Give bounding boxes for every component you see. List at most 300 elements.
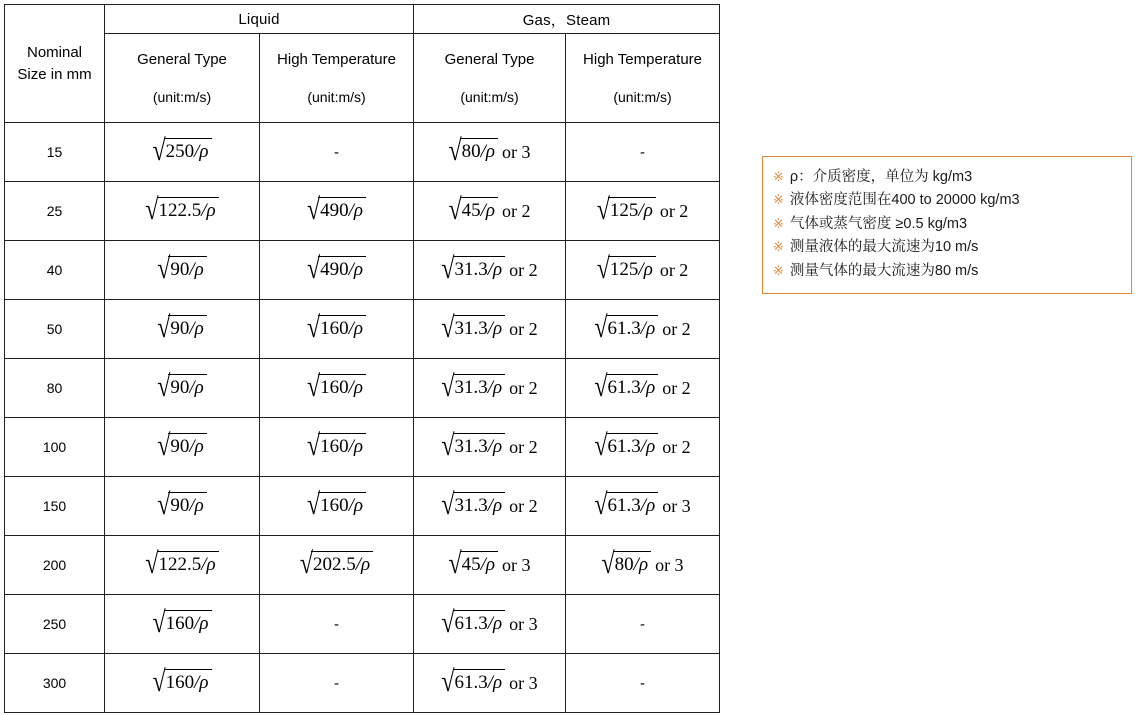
- formula-suffix: or 2: [509, 259, 538, 280]
- sqrt-expression: [157, 429, 207, 463]
- sqrt-expression: [157, 311, 207, 345]
- radicand: [318, 256, 366, 281]
- radicand-denominator: ρ: [493, 376, 503, 398]
- cell-nominal-size: 100: [5, 418, 105, 477]
- header-nominal-line2: Size in mm: [17, 65, 92, 83]
- radicand-numerator: 125: [609, 258, 639, 280]
- radical-sign-icon: √: [306, 370, 321, 404]
- cell-velocity-formula: [260, 536, 414, 595]
- radicand-numerator: 90: [170, 376, 190, 398]
- radicand: [164, 138, 212, 163]
- radical-sign-icon: √: [441, 429, 455, 463]
- radicand: [311, 551, 373, 576]
- note-mark-icon: ※: [773, 169, 784, 184]
- radical-sign-icon: √: [441, 252, 455, 286]
- cell-nominal-size: 40: [5, 241, 105, 300]
- radicand-denominator: ρ: [493, 494, 503, 516]
- radicand-denominator: ρ: [493, 612, 503, 634]
- formula-suffix: or 2: [502, 200, 531, 221]
- header-gas-hightemp-name: High Temperature: [583, 50, 702, 68]
- sqrt-expression: [448, 547, 498, 581]
- cell-empty-dash: -: [260, 123, 414, 182]
- radical-sign-icon: √: [441, 488, 455, 522]
- radicand: [453, 669, 506, 694]
- cell-nominal-size: 150: [5, 477, 105, 536]
- cell-velocity-formula: [260, 418, 414, 477]
- radicand-slash: /: [487, 612, 494, 634]
- radicand-numerator: 80: [614, 553, 634, 575]
- radicand-denominator: ρ: [361, 553, 371, 575]
- header-liquid-hightemp: [260, 34, 414, 123]
- header-gas-general-unit: (unit:m/s): [460, 88, 519, 105]
- header-liquid-general-unit: (unit:m/s): [152, 88, 212, 105]
- radicand-slash: /: [201, 553, 207, 575]
- radical-sign-icon: √: [306, 193, 321, 227]
- sqrt-expression: [152, 606, 211, 640]
- radicand-slash: /: [194, 612, 200, 634]
- radicand: [453, 433, 506, 458]
- radicand-numerator: 160: [320, 376, 349, 398]
- radicand-slash: /: [487, 258, 494, 280]
- radical-sign-icon: √: [594, 370, 608, 404]
- cell-velocity-formula: [105, 536, 260, 595]
- radicand-slash: /: [189, 494, 195, 516]
- cell-velocity-formula: [105, 359, 260, 418]
- table-header: [5, 5, 720, 123]
- radicand-numerator: 90: [170, 258, 190, 280]
- radicand: [606, 374, 659, 399]
- radicand-slash: /: [640, 494, 647, 516]
- note-item: [773, 260, 1121, 282]
- radical-sign-icon: √: [152, 665, 166, 699]
- radicand: [608, 256, 656, 281]
- table-row: [5, 654, 720, 713]
- radicand-denominator: ρ: [638, 553, 649, 575]
- radicand-slash: /: [487, 671, 494, 693]
- radicand-slash: /: [640, 435, 647, 457]
- radical-sign-icon: √: [596, 252, 610, 286]
- radicand: [318, 315, 366, 340]
- radicand-denominator: ρ: [353, 258, 364, 280]
- radicand: [606, 433, 659, 458]
- note-text: 液体密度范围在400 to 20000 kg/m3: [789, 192, 1020, 209]
- header-nominal-size: [5, 5, 105, 123]
- radicand-numerator: 31.3: [454, 494, 488, 516]
- radicand: [318, 374, 366, 399]
- radicand-slash: /: [487, 317, 494, 339]
- cell-velocity-formula: [105, 477, 260, 536]
- radicand-denominator: ρ: [206, 553, 216, 575]
- radicand-numerator: 80: [461, 140, 481, 162]
- header-gas-hightemp: [566, 34, 720, 123]
- cell-empty-dash: -: [566, 123, 720, 182]
- cell-velocity-formula: [414, 536, 566, 595]
- cell-velocity-formula: [105, 182, 260, 241]
- radical-sign-icon: √: [448, 547, 462, 581]
- formula-suffix: or 2: [662, 436, 691, 457]
- sqrt-expression: [441, 311, 505, 345]
- radicand-denominator: ρ: [199, 612, 209, 634]
- radicand-slash: /: [348, 199, 354, 221]
- formula-suffix: or 2: [662, 318, 691, 339]
- formula-suffix: or 2: [509, 377, 538, 398]
- sqrt-expression: [441, 665, 505, 699]
- radicand-denominator: ρ: [353, 317, 364, 339]
- sqrt-expression: [299, 547, 373, 581]
- table-row: [5, 477, 720, 536]
- formula-suffix: or 3: [662, 495, 691, 516]
- sqrt-expression: [441, 370, 505, 404]
- radicand-numerator: 45: [461, 553, 481, 575]
- cell-velocity-formula: [566, 418, 720, 477]
- radicand: [613, 551, 651, 576]
- radicand-denominator: ρ: [485, 140, 496, 162]
- radicand-slash: /: [487, 494, 494, 516]
- sqrt-expression: [441, 488, 505, 522]
- radicand-slash: /: [348, 494, 354, 516]
- cell-velocity-formula: [105, 418, 260, 477]
- radicand-slash: /: [348, 258, 354, 280]
- radicand-slash: /: [348, 435, 354, 457]
- radical-sign-icon: √: [299, 547, 314, 581]
- cell-nominal-size: 300: [5, 654, 105, 713]
- table-header-row-subs: [5, 34, 720, 123]
- radicand-denominator: ρ: [353, 494, 364, 516]
- sqrt-expression: [306, 311, 366, 345]
- radicand-denominator: ρ: [646, 317, 656, 339]
- radicand-slash: /: [189, 376, 195, 398]
- radicand: [157, 197, 219, 222]
- note-item: [773, 166, 1121, 188]
- radicand-numerator: 90: [170, 435, 190, 457]
- radical-sign-icon: √: [601, 547, 615, 581]
- cell-velocity-formula: [414, 654, 566, 713]
- radical-sign-icon: √: [152, 606, 166, 640]
- radical-sign-icon: √: [145, 547, 159, 581]
- radical-sign-icon: √: [306, 311, 321, 345]
- table-row: [5, 359, 720, 418]
- radicand-slash: /: [640, 376, 647, 398]
- note-mark-icon: ※: [773, 239, 784, 255]
- radicand-denominator: ρ: [493, 435, 503, 457]
- radicand-slash: /: [633, 553, 639, 575]
- radicand-denominator: ρ: [194, 376, 204, 398]
- formula-suffix: or 3: [502, 141, 531, 162]
- cell-nominal-size: 50: [5, 300, 105, 359]
- cell-velocity-formula: [105, 595, 260, 654]
- radicand-denominator: ρ: [206, 199, 216, 221]
- radical-sign-icon: √: [448, 193, 462, 227]
- cell-nominal-size: 200: [5, 536, 105, 595]
- radicand-numerator: 61.3: [454, 671, 488, 693]
- radicand: [453, 256, 506, 281]
- table-row: [5, 536, 720, 595]
- note-text: ρ：介质密度，单位为 kg/m3: [789, 169, 973, 185]
- sqrt-expression: [448, 193, 498, 227]
- radicand-numerator: 31.3: [454, 435, 488, 457]
- sqrt-expression: [441, 252, 505, 286]
- sqrt-expression: [594, 311, 658, 345]
- radicand-slash: /: [638, 258, 644, 280]
- header-liquid-general-name: General Type: [137, 50, 227, 68]
- radicand-denominator: ρ: [643, 199, 653, 221]
- radicand-slash: /: [189, 317, 195, 339]
- sqrt-expression: [594, 488, 658, 522]
- radicand-denominator: ρ: [194, 317, 204, 339]
- radicand-numerator: 202.5: [313, 553, 356, 575]
- radicand: [168, 315, 206, 340]
- radicand-numerator: 61.3: [607, 317, 641, 339]
- cell-velocity-formula: [414, 477, 566, 536]
- sqrt-expression: [306, 193, 366, 227]
- radicand-denominator: ρ: [646, 494, 656, 516]
- cell-velocity-formula: [260, 300, 414, 359]
- radicand: [606, 315, 659, 340]
- sqrt-expression: [594, 370, 658, 404]
- radical-sign-icon: √: [152, 134, 166, 168]
- note-mark-icon: ※: [773, 192, 784, 208]
- radicand: [453, 492, 506, 517]
- radicand: [606, 492, 659, 517]
- radicand: [460, 551, 498, 576]
- radicand-denominator: ρ: [194, 435, 204, 457]
- cell-velocity-formula: [566, 182, 720, 241]
- radicand: [318, 197, 366, 222]
- header-liquid-general: [105, 34, 260, 123]
- radicand-slash: /: [638, 199, 644, 221]
- radicand-numerator: 61.3: [454, 612, 488, 634]
- cell-velocity-formula: [414, 418, 566, 477]
- sqrt-expression: [157, 370, 207, 404]
- radicand: [318, 433, 366, 458]
- radicand-numerator: 490: [320, 258, 349, 280]
- cell-velocity-formula: [566, 359, 720, 418]
- cell-velocity-formula: [414, 359, 566, 418]
- table-row: [5, 300, 720, 359]
- cell-velocity-formula: [260, 182, 414, 241]
- sqrt-expression: [441, 606, 505, 640]
- cell-velocity-formula: [414, 300, 566, 359]
- radicand-slash: /: [355, 553, 362, 575]
- header-liquid-hightemp-name: High Temperature: [277, 50, 396, 68]
- sqrt-expression: [157, 488, 207, 522]
- radical-sign-icon: √: [594, 488, 608, 522]
- radicand-denominator: ρ: [199, 671, 209, 693]
- radicand-denominator: ρ: [353, 376, 364, 398]
- cell-velocity-formula: [414, 182, 566, 241]
- table-row: [5, 418, 720, 477]
- radicand-numerator: 160: [320, 494, 349, 516]
- radicand: [453, 374, 506, 399]
- note-item: [773, 236, 1121, 258]
- radicand: [453, 315, 506, 340]
- radicand-slash: /: [201, 199, 207, 221]
- cell-velocity-formula: [414, 595, 566, 654]
- cell-velocity-formula: [566, 241, 720, 300]
- radicand-numerator: 250: [165, 140, 195, 162]
- cell-empty-dash: -: [260, 654, 414, 713]
- radicand: [460, 138, 498, 163]
- radical-sign-icon: √: [157, 252, 171, 286]
- cell-velocity-formula: [105, 241, 260, 300]
- radicand-denominator: ρ: [199, 140, 209, 162]
- radical-sign-icon: √: [441, 665, 455, 699]
- note-text: 测量气体的最大流速为80 m/s: [789, 262, 979, 279]
- sqrt-expression: [601, 547, 651, 581]
- radicand-denominator: ρ: [353, 199, 364, 221]
- cell-velocity-formula: [260, 241, 414, 300]
- cell-velocity-formula: [260, 477, 414, 536]
- radicand-slash: /: [487, 376, 494, 398]
- sqrt-expression: [448, 134, 498, 168]
- radicand-numerator: 90: [170, 317, 190, 339]
- radical-sign-icon: √: [596, 193, 610, 227]
- header-gas-general: [414, 34, 566, 123]
- cell-velocity-formula: [566, 536, 720, 595]
- note-mark-icon: ※: [773, 215, 784, 231]
- radicand-slash: /: [480, 553, 486, 575]
- radicand-denominator: ρ: [646, 376, 656, 398]
- radicand-slash: /: [189, 258, 195, 280]
- formula-suffix: or 3: [655, 554, 684, 575]
- radicand-slash: /: [480, 140, 486, 162]
- cell-empty-dash: -: [566, 595, 720, 654]
- header-group-gas-steam: Gas，Steam: [414, 5, 720, 34]
- radicand: [168, 433, 206, 458]
- cell-nominal-size: 25: [5, 182, 105, 241]
- sqrt-expression: [306, 429, 366, 463]
- table-header-row-groups: [5, 5, 720, 34]
- sqrt-expression: [596, 252, 656, 286]
- cell-velocity-formula: [414, 123, 566, 182]
- note-item: [773, 189, 1121, 211]
- radical-sign-icon: √: [157, 311, 171, 345]
- sqrt-expression: [145, 547, 218, 581]
- note-text: 测量液体的最大流速为10 m/s: [789, 239, 979, 256]
- radicand: [460, 197, 498, 222]
- cell-empty-dash: -: [566, 654, 720, 713]
- sqrt-expression: [157, 252, 207, 286]
- note-mark-icon: ※: [773, 262, 784, 278]
- radicand-slash: /: [348, 376, 354, 398]
- radicand-denominator: ρ: [643, 258, 653, 280]
- formula-suffix: or 2: [659, 200, 689, 221]
- radicand: [164, 669, 212, 694]
- radicand: [168, 492, 206, 517]
- header-group-liquid: Liquid: [105, 5, 414, 34]
- sqrt-expression: [596, 193, 656, 227]
- radicand-numerator: 125: [609, 199, 639, 221]
- radicand-slash: /: [194, 140, 200, 162]
- radicand-numerator: 61.3: [607, 435, 641, 457]
- table-row: [5, 123, 720, 182]
- sqrt-expression: [145, 193, 218, 227]
- cell-velocity-formula: [105, 654, 260, 713]
- header-gas-hightemp-unit: (unit:m/s): [613, 88, 672, 105]
- radical-sign-icon: √: [441, 370, 455, 404]
- radicand: [168, 256, 206, 281]
- radicand: [453, 610, 506, 635]
- sqrt-expression: [306, 370, 366, 404]
- radicand: [157, 551, 219, 576]
- radical-sign-icon: √: [157, 429, 171, 463]
- radicand-denominator: ρ: [353, 435, 364, 457]
- note-text: 气体或蒸气密度 ≥0.5 kg/m3: [789, 215, 968, 232]
- radicand: [164, 610, 212, 635]
- radical-sign-icon: √: [441, 606, 455, 640]
- formula-suffix: or 2: [659, 259, 689, 280]
- sqrt-expression: [152, 134, 211, 168]
- radicand-denominator: ρ: [485, 199, 496, 221]
- radicand-numerator: 122.5: [158, 199, 202, 221]
- radical-sign-icon: √: [145, 193, 159, 227]
- cell-velocity-formula: [566, 477, 720, 536]
- radicand-slash: /: [194, 671, 200, 693]
- radicand-slash: /: [487, 435, 494, 457]
- radicand-slash: /: [348, 317, 354, 339]
- radicand-numerator: 31.3: [454, 317, 488, 339]
- radicand: [608, 197, 656, 222]
- radical-sign-icon: √: [441, 311, 455, 345]
- radical-sign-icon: √: [306, 429, 321, 463]
- cell-nominal-size: 80: [5, 359, 105, 418]
- radicand-slash: /: [480, 199, 486, 221]
- header-nominal-line1: Nominal: [26, 43, 83, 61]
- radicand-denominator: ρ: [646, 435, 656, 457]
- table-row: [5, 182, 720, 241]
- radicand-numerator: 160: [165, 671, 195, 693]
- radical-sign-icon: √: [594, 311, 608, 345]
- radicand-denominator: ρ: [194, 258, 204, 280]
- cell-velocity-formula: [414, 241, 566, 300]
- formula-suffix: or 3: [509, 672, 538, 693]
- formula-suffix: or 2: [662, 377, 691, 398]
- table-body: [5, 123, 720, 713]
- radicand-denominator: ρ: [493, 258, 503, 280]
- cell-velocity-formula: [105, 300, 260, 359]
- note-item: [773, 213, 1121, 235]
- sqrt-expression: [152, 665, 211, 699]
- formula-suffix: or 3: [502, 554, 531, 575]
- radicand: [318, 492, 366, 517]
- velocity-spec-table: [4, 4, 720, 713]
- radical-sign-icon: √: [157, 370, 171, 404]
- radical-sign-icon: √: [306, 488, 321, 522]
- radicand-denominator: ρ: [493, 317, 503, 339]
- cell-velocity-formula: [105, 123, 260, 182]
- radicand-slash: /: [189, 435, 195, 457]
- radical-sign-icon: √: [157, 488, 171, 522]
- radicand-numerator: 90: [170, 494, 190, 516]
- radicand-numerator: 160: [320, 435, 349, 457]
- notes-box: [762, 156, 1132, 294]
- radicand-numerator: 31.3: [454, 376, 488, 398]
- radicand-numerator: 61.3: [607, 494, 641, 516]
- radicand-denominator: ρ: [493, 671, 503, 693]
- radicand-slash: /: [640, 317, 647, 339]
- formula-suffix: or 3: [509, 613, 538, 634]
- radicand-numerator: 160: [165, 612, 195, 634]
- formula-suffix: or 2: [509, 495, 538, 516]
- radicand-denominator: ρ: [194, 494, 204, 516]
- radicand-numerator: 61.3: [607, 376, 641, 398]
- header-liquid-hightemp-unit: (unit:m/s): [307, 88, 366, 105]
- sqrt-expression: [306, 488, 366, 522]
- cell-nominal-size: 15: [5, 123, 105, 182]
- radicand-denominator: ρ: [485, 553, 496, 575]
- cell-empty-dash: -: [260, 595, 414, 654]
- radicand: [168, 374, 206, 399]
